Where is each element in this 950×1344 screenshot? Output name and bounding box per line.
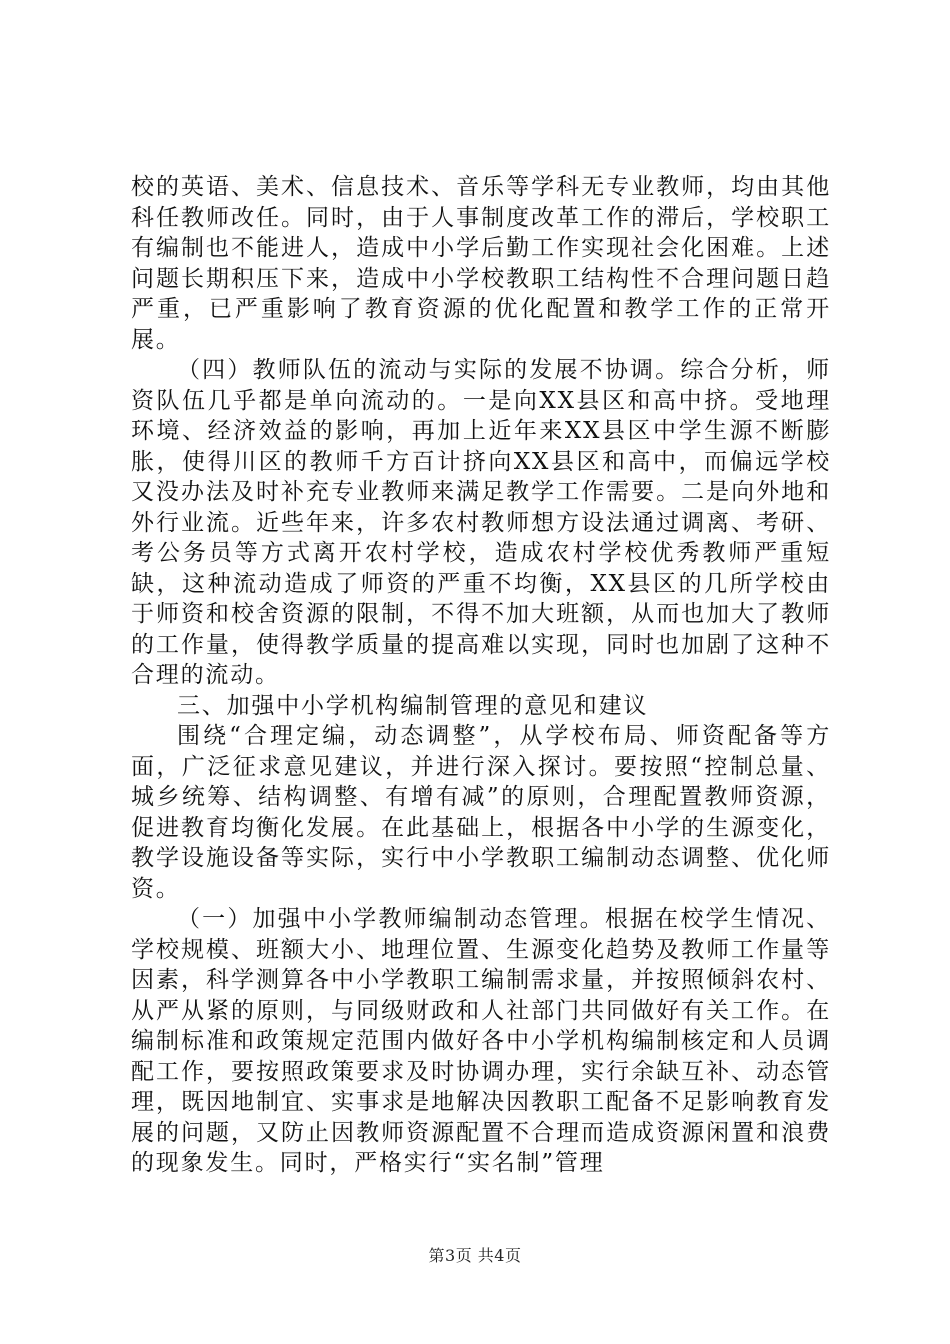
section-heading-3: 三、加强中小学机构编制管理的意见和建议 [177,692,649,719]
paragraph-subsection-1: （一）加强中小学教师编制动态管理。根据在校学生情况、学校规模、班额大小、地理位置、生源变化趋势及教师工作量等因素，科学测算各中小学教职工编制需求量，并按照倾斜农村、从严从紧的原则，与同级财政和人社部门共同做好有关工作。在编制标准和政策规定范围内做好各中小学机构编制核定和人员调配工作，要按照政策要求及时协调办理，实行余缺互补、动态管理，既因地制宜、实事求是地解决因教职工配备不足影响教育发展的问题，又防止因教师资源配置不合理而造成资源闲置和浪费的现象发生。同时，严格实行“实名制”管理 [131,906,831,1176]
document-body [131,172,831,1179]
page-number-footer: 第3页 共4页 [428,1246,522,1265]
paragraph-continuation: 校的英语、美术、信息技术、音乐等学科无专业教师，均由其他科任教师改任。同时，由于人事制度改革工作的滞后，学校职工有编制也不能进人，造成中小学后勤工作实现社会化困难。上述问题长期积压下来，造成中小学校教职工结构性不合理问题日趋严重，已严重影响了教育资源的优化配置和教学工作的正常开展。 [131,174,831,353]
paragraph-section-4: （四）教师队伍的流动与实际的发展不协调。综合分析，师资队伍几乎都是单向流动的。一是向XX县区和高中挤。受地理环境、经济效益的影响，再加上近年来XX县区中学生源不断膨胀，使得川区的教师千方百计挤向XX县区和高中，而偏远学校又没办法及时补充专业教师来满足教学工作需要。二是向外地和外行业流。近些年来，许多农村教师想方设法通过调离、考研、考公务员等方式离开农村学校，造成农村学校优秀教师严重短缺，这种流动造成了师资的严重不均衡，XX县区的几所学校由于师资和校舍资源的限制，不得不加大班额，从而也加大了教师的工作量，使得教学质量的提高难以实现，同时也加剧了这种不合理的流动。 [131,357,831,688]
paragraph-intro: 围绕“合理定编，动态调整”，从学校布局、师资配备等方面，广泛征求意见建议，并进行深入探讨。要按照“控制总量、城乡统筹、结构调整、有增有减”的原则，合理配置教师资源，促进教育均衡化发展。在此基础上，根据各中小学的生源变化，教学设施设备等实际，实行中小学教职工编制动态调整、优化师资。 [131,723,831,902]
